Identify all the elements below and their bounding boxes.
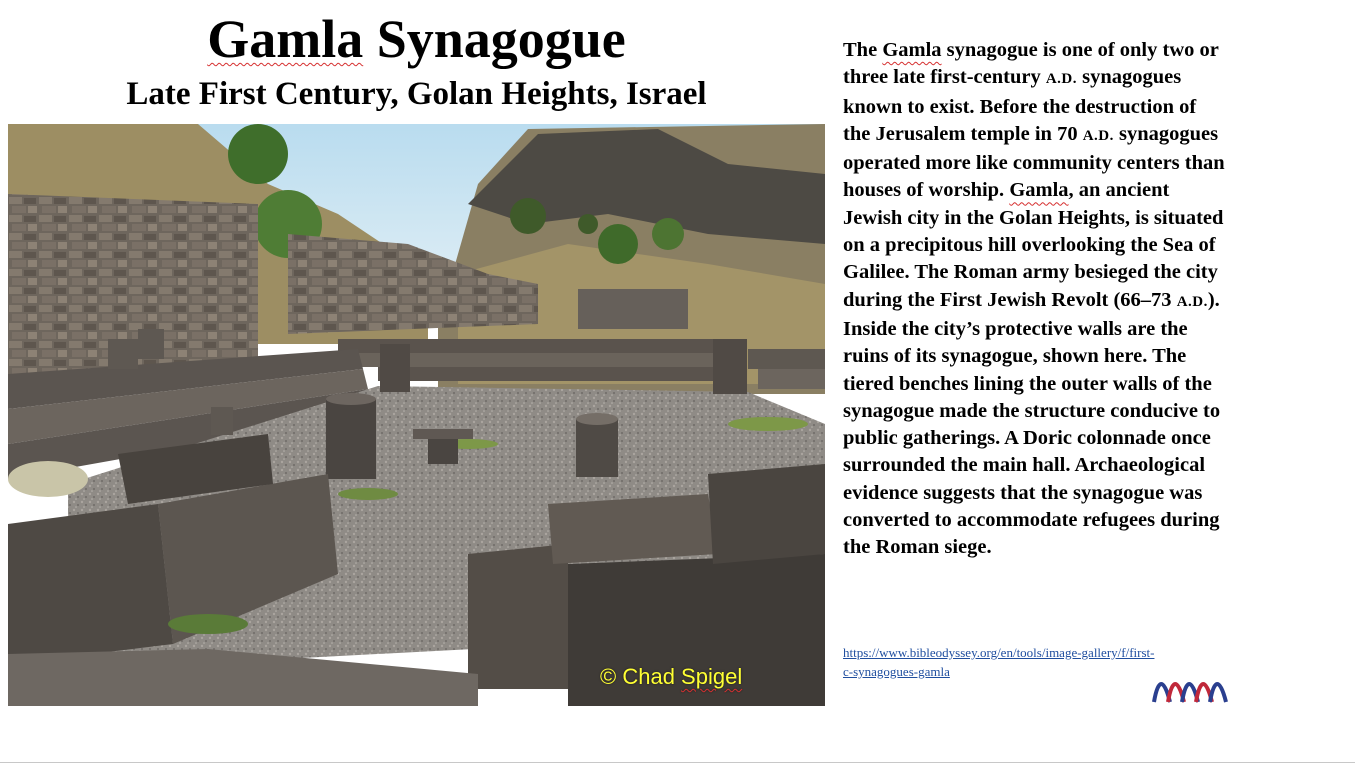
source-link[interactable]: https://www.bibleodyssey.org/en/tools/image-gallery/f/first-c-synagogues-gamla (843, 645, 1155, 679)
body-word-gamla: Gamla (882, 39, 942, 61)
synagogue-ruins-photo (8, 124, 825, 706)
body-text-segment: synagogue is one of only two or three late first-century (843, 39, 1219, 89)
title-word-synagogue: Synagogue (363, 9, 626, 69)
copyright-symbol: © (600, 664, 617, 689)
bottom-divider (0, 762, 1355, 763)
slide-subtitle: Late First Century, Golan Heights, Israel (126, 76, 707, 112)
era-abbreviation: A.D. (1045, 71, 1077, 88)
body-text-segment: ). Inside the city’s protective walls are the ruins of its synagogue, shown here. The tiered benches lining the outer walls of the synagogue made the structure conducive to public gatherings. A Doric colonnade once surrounded the main hall. Archaeological evidence suggests that the synagogue was converted to accommodate refugees during the Roman siege. (843, 288, 1221, 559)
bible-odyssey-logo (1150, 672, 1232, 708)
body-text-segment: synagogues operated more like community centers than houses of worship. (843, 122, 1225, 202)
slide-title (8, 8, 825, 70)
photo-credit (600, 664, 742, 690)
body-text-segment: , an ancient Jewish city in the Golan Heights, is situated on a precipitous hill overlooking the Sea of Galilee. The Roman army besieged the city during the First Jewish Revolt (66–73 (843, 179, 1224, 311)
body-text-segment: synagogues known to exist. Before the destruction of the Jerusalem temple in 70 (843, 66, 1197, 145)
body-word-gamla: Gamla (1009, 179, 1069, 202)
title-word-gamla: Gamla (207, 9, 364, 69)
description-paragraph (843, 37, 1228, 562)
body-text-segment: The (843, 39, 883, 61)
photo-credit-first-name: Chad (616, 664, 682, 689)
era-abbreviation: A.D. (1176, 293, 1208, 310)
photo-credit-last-name: Spigel (681, 664, 743, 689)
era-abbreviation: A.D. (1082, 127, 1114, 144)
